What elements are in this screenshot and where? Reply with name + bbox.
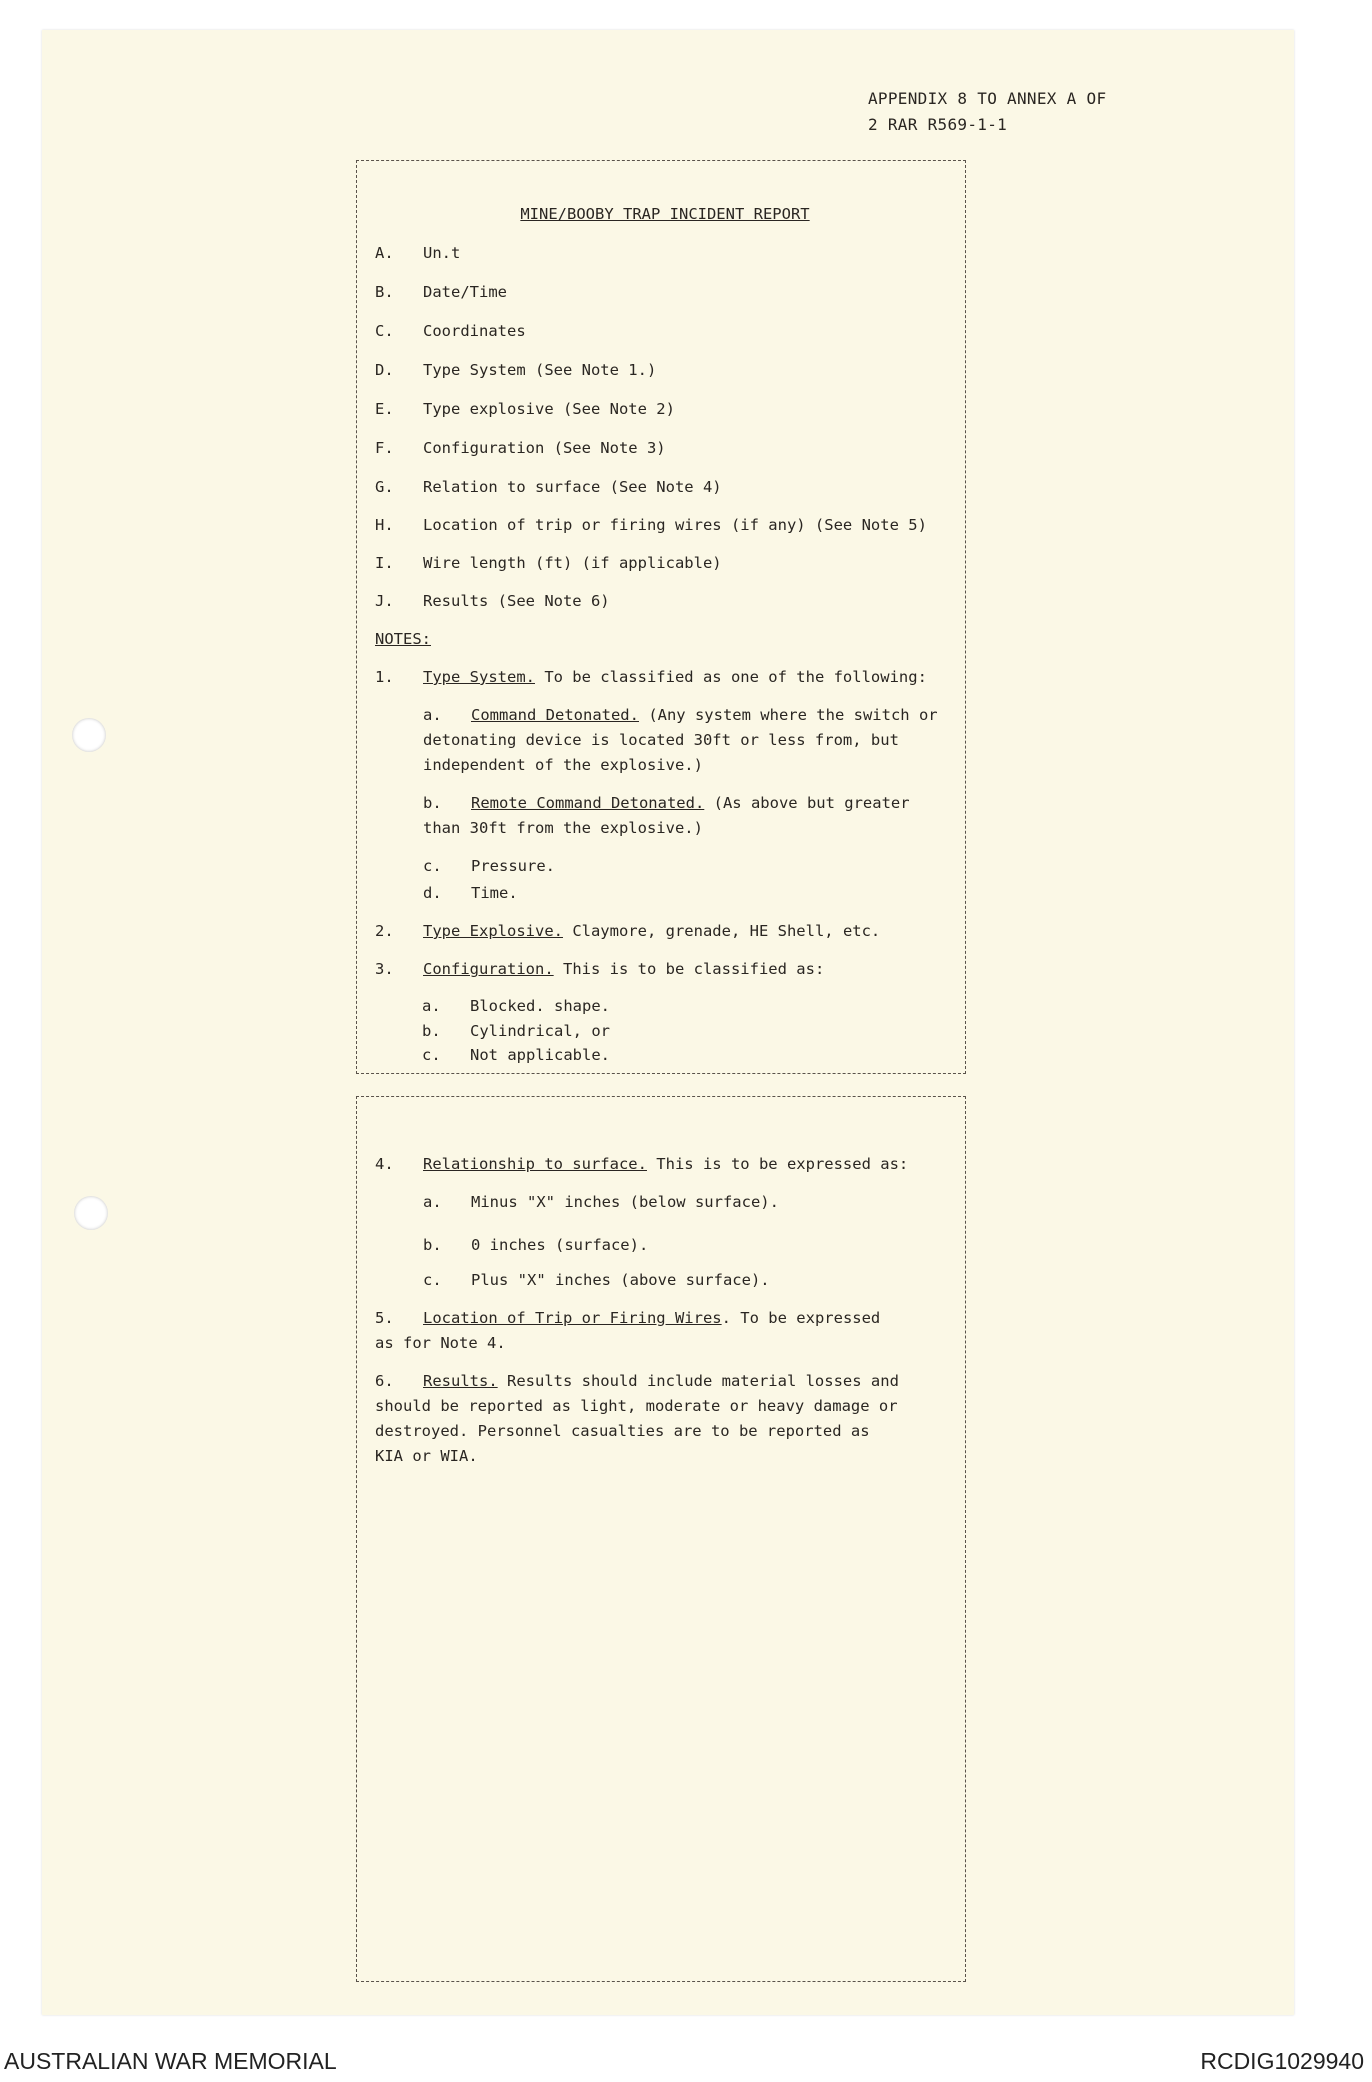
- list-item: C. Coordinates: [375, 322, 526, 340]
- note-6-line-3: destroyed. Personnel casualties are to be reported as: [375, 1422, 870, 1440]
- note-4c: c. Plus "X" inches (above surface).: [423, 1271, 770, 1289]
- note-1d: d. Time.: [423, 884, 518, 902]
- punch-hole-bottom: [74, 1196, 108, 1230]
- list-item: B. Date/Time: [375, 283, 507, 301]
- footer-record-id: RCDIG1029940: [1200, 2048, 1364, 2074]
- punch-hole-top: [72, 718, 106, 752]
- note-4: 4. Relationship to surface. This is to be expressed as:: [375, 1155, 909, 1173]
- list-item: H. Location of trip or firing wires (if any) (See Note 5): [375, 516, 927, 534]
- appendix-line-2: 2 RAR R569-1-1: [868, 115, 1008, 134]
- note-5-line-2: as for Note 4.: [375, 1334, 506, 1352]
- note-1b: b. Remote Command Detonated. (As above but greater: [423, 794, 910, 812]
- note-6-line-2: should be reported as light, moderate or heavy damage or: [375, 1397, 898, 1415]
- appendix-line-1: APPENDIX 8 TO ANNEX A OF: [868, 89, 1107, 108]
- note-1a: a. Command Detonated. (Any system where the switch or: [423, 706, 938, 724]
- list-item: A. Un.t: [375, 244, 461, 262]
- note-3b: b. Cylindrical, or: [422, 1022, 610, 1040]
- note-5: 5. Location of Trip or Firing Wires. To be expressed: [375, 1309, 881, 1327]
- list-item: E. Type explosive (See Note 2): [375, 400, 675, 418]
- appendix-reference: [868, 86, 1106, 138]
- notes-heading: NOTES:: [375, 630, 431, 648]
- note-3a: a. Blocked. shape.: [422, 997, 610, 1015]
- note-3c: c. Not applicable.: [422, 1046, 610, 1064]
- report-form-box-2: [356, 1096, 966, 1982]
- note-6: 6. Results. Results should include material losses and: [375, 1372, 899, 1390]
- note-3-remaining: [356, 160, 964, 1064]
- note-1: 1. Type System. To be classified as one of the following:: [375, 668, 927, 686]
- list-item: D. Type System (See Note 1.): [375, 361, 657, 379]
- list-item: I. Wire length (ft) (if applicable): [375, 554, 722, 572]
- list-item: F. Configuration (See Note 3): [375, 439, 666, 457]
- note-1a-line-2: detonating device is located 30ft or less from, but: [423, 731, 899, 749]
- note-6-line-4: KIA or WIA.: [375, 1447, 478, 1465]
- form-title: MINE/BOOBY TRAP INCIDENT REPORT: [520, 205, 810, 223]
- list-item: J. Results (See Note 6): [375, 592, 610, 610]
- note-1c: c. Pressure.: [423, 857, 555, 875]
- note-3: 3. Configuration. This is to be classified as:: [375, 960, 825, 978]
- note-4a: a. Minus "X" inches (below surface).: [423, 1193, 779, 1211]
- note-2: 2. Type Explosive. Claymore, grenade, HE Shell, etc.: [375, 922, 881, 940]
- note-1b-line-2: than 30ft from the explosive.): [423, 819, 703, 837]
- note-4b: b. 0 inches (surface).: [423, 1236, 649, 1254]
- list-item: G. Relation to surface (See Note 4): [375, 478, 722, 496]
- note-1a-line-3: independent of the explosive.): [423, 756, 703, 774]
- footer-archive-name: AUSTRALIAN WAR MEMORIAL: [4, 2048, 337, 2074]
